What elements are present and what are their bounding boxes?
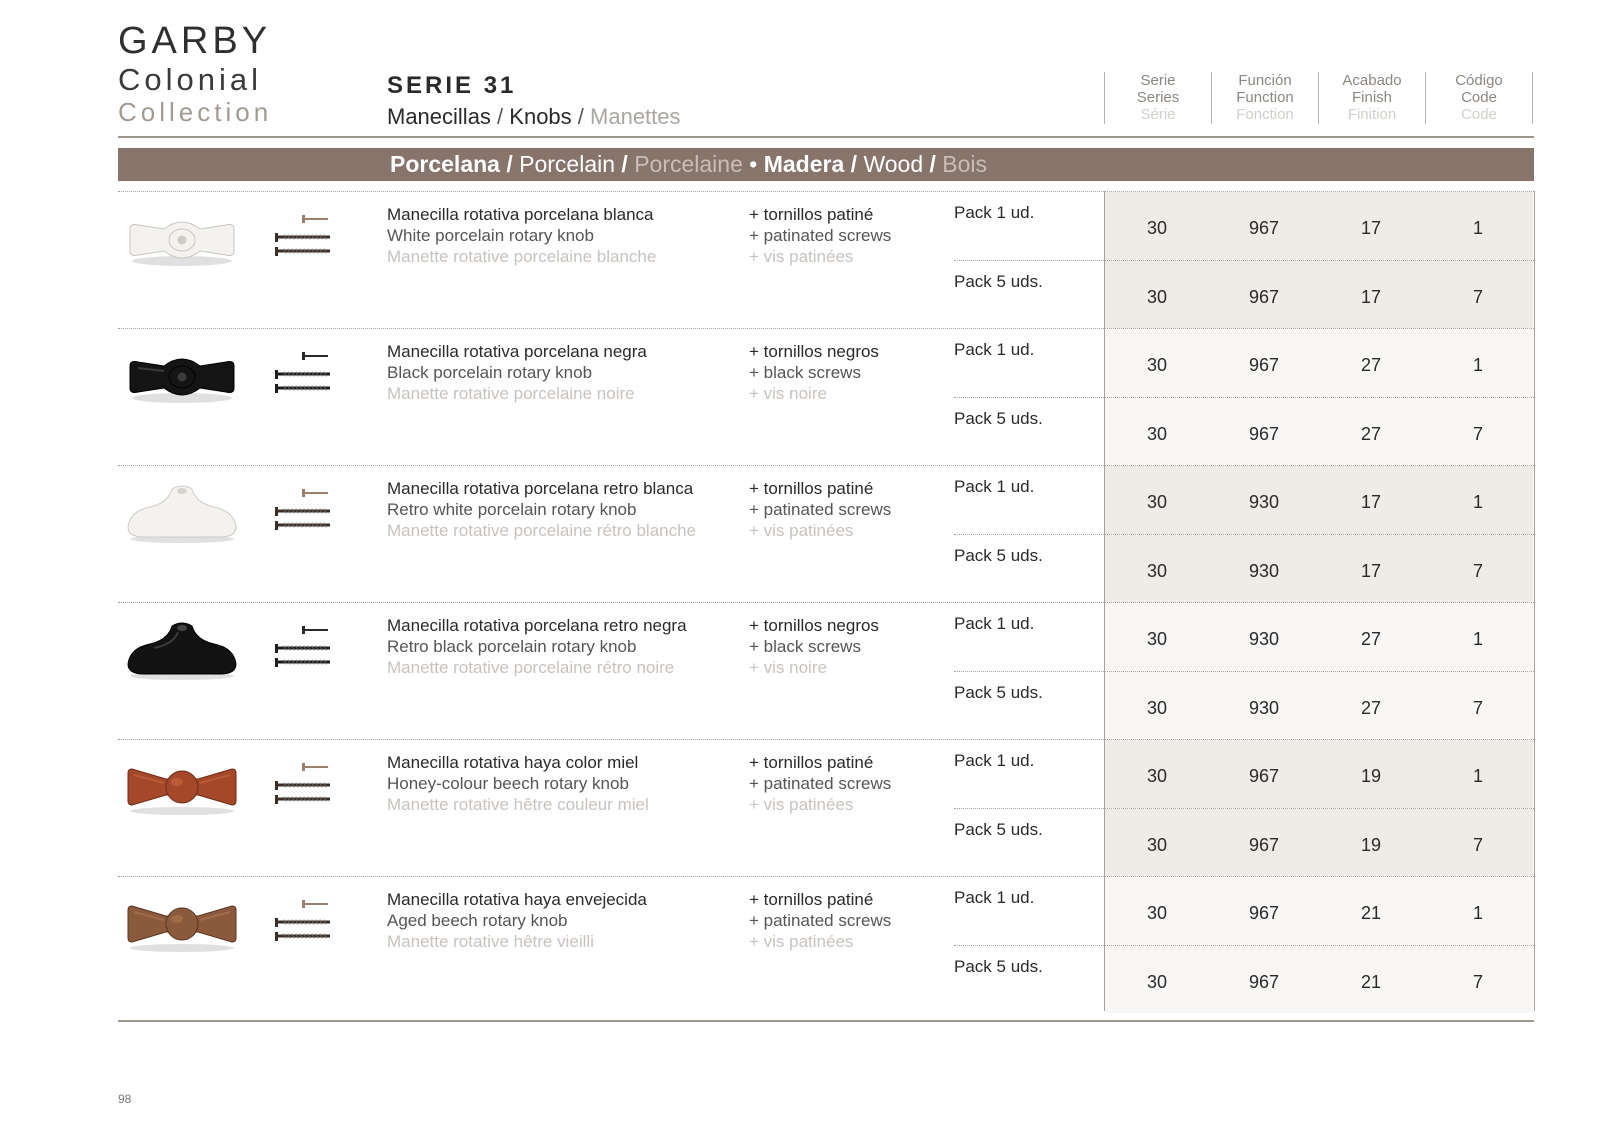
- screws-description-en: + patinated screws: [749, 226, 892, 245]
- band-porcelain-en: Porcelain: [519, 151, 616, 177]
- product-description-en: Aged beech rotary knob: [387, 911, 568, 930]
- code-codigo: 7: [1472, 286, 1483, 307]
- screws-description-en: + patinated screws: [749, 500, 892, 519]
- band-porcelain-fr: Porcelaine: [634, 151, 743, 177]
- screws-description-fr: + vis noire: [749, 658, 827, 677]
- code-codigo: 1: [1472, 492, 1483, 512]
- screws-description: [749, 889, 891, 952]
- column-header-codigo-en: Code: [1461, 89, 1497, 106]
- code-codigo: 7: [1472, 697, 1483, 718]
- code-acabado: 21: [1360, 971, 1382, 992]
- pack-label: Pack 1 ud.: [954, 340, 1035, 359]
- code-serie: 30: [1146, 766, 1168, 786]
- product-description-es: Manecilla rotativa haya color miel: [387, 753, 639, 772]
- code-serie: 30: [1146, 629, 1168, 649]
- bottom-rule: [118, 1020, 1534, 1022]
- screws-description-es: + tornillos patiné: [749, 205, 874, 224]
- column-header-funcion-es: Función: [1238, 72, 1292, 89]
- top-rule: [118, 136, 1534, 138]
- column-header-serie-es: Serie: [1140, 72, 1176, 89]
- product-description: [387, 341, 647, 404]
- column-header-serie: [1104, 72, 1211, 124]
- screws-image: [274, 761, 332, 811]
- product-description-es: Manecilla rotativa porcelana blanca: [387, 205, 654, 224]
- brand-line-2: Colonial: [118, 62, 263, 97]
- screws-description: [749, 752, 891, 815]
- product-description-es: Manecilla rotativa porcelana retro blanca: [387, 479, 694, 498]
- band-wood-fr: Bois: [942, 151, 988, 177]
- material-band: Porcelana / Porcelain / Porcelaine • Madera / Wood / Bois: [118, 148, 1534, 181]
- screws-description-fr: + vis noire: [749, 384, 827, 403]
- pack-label: Pack 5 uds.: [954, 545, 1043, 565]
- code-codigo: 1: [1472, 355, 1483, 375]
- column-header-serie-fr: Série: [1140, 106, 1176, 123]
- brand-logo: [118, 22, 272, 125]
- series-subtitle-fr: Manettes: [590, 104, 681, 129]
- code-codigo: 7: [1472, 560, 1483, 581]
- screws-description-en: + black screws: [749, 363, 861, 382]
- column-header-codigo-fr: Code: [1461, 106, 1497, 123]
- code-serie: 30: [1146, 560, 1168, 581]
- screws-description-fr: + vis patinées: [749, 521, 854, 540]
- pack-label: Pack 1 ud.: [954, 614, 1035, 633]
- screws-description-fr: + vis patinées: [749, 932, 854, 951]
- product-description-en: Retro white porcelain rotary knob: [387, 500, 637, 519]
- code-codigo: 1: [1472, 629, 1483, 649]
- code-codigo: 1: [1472, 766, 1483, 786]
- column-header-acabado-en: Finish: [1351, 89, 1392, 106]
- code-serie: 30: [1146, 971, 1168, 992]
- screws-description: [749, 341, 879, 404]
- series-header: [387, 72, 681, 130]
- code-codigo: 1: [1472, 218, 1483, 238]
- code-acabado: 19: [1360, 834, 1382, 855]
- screws-description-fr: + vis patinées: [749, 247, 854, 266]
- screws-image: [274, 624, 332, 674]
- product-description-es: Manecilla rotativa haya envejecida: [387, 890, 647, 909]
- screws-image: [274, 487, 332, 537]
- column-header-acabado-fr: Finition: [1347, 106, 1397, 123]
- pack-label: Pack 5 uds.: [954, 408, 1043, 428]
- pack-label: Pack 1 ud.: [954, 751, 1035, 770]
- band-wood-es: Madera: [763, 151, 845, 177]
- code-funcion: 967: [1248, 971, 1280, 992]
- pack-label: Pack 5 uds.: [954, 956, 1043, 976]
- product-description-fr: Manette rotative porcelaine noire: [387, 384, 635, 403]
- code-codigo: 7: [1472, 971, 1483, 992]
- code-acabado: 27: [1360, 355, 1382, 375]
- code-serie: 30: [1146, 286, 1168, 307]
- series-subtitle-en: Knobs: [509, 104, 572, 129]
- product-description-en: White porcelain rotary knob: [387, 226, 594, 245]
- product-description-es: Manecilla rotativa porcelana retro negra: [387, 616, 687, 635]
- product-description-fr: Manette rotative porcelaine rétro blanche: [387, 521, 697, 540]
- product-description-fr: Manette rotative porcelaine blanche: [387, 247, 657, 266]
- column-header-codigo: [1425, 72, 1533, 124]
- column-header-funcion-en: Function: [1236, 89, 1294, 106]
- code-funcion: 967: [1248, 218, 1280, 238]
- code-serie: 30: [1146, 355, 1168, 375]
- screws-image: [274, 213, 332, 263]
- band-wood-en: Wood: [863, 151, 924, 177]
- screws-description-es: + tornillos patiné: [749, 890, 874, 909]
- code-funcion: 930: [1248, 629, 1280, 649]
- code-acabado: 17: [1360, 492, 1382, 512]
- pack-label: Pack 5 uds.: [954, 819, 1043, 839]
- code-funcion: 967: [1248, 423, 1280, 444]
- knob-image: [124, 755, 240, 819]
- screws-description: [749, 615, 879, 678]
- screws-description-es: + tornillos patiné: [749, 479, 874, 498]
- band-porcelain-es: Porcelana: [390, 151, 500, 177]
- code-funcion: 967: [1248, 834, 1280, 855]
- series-title: SERIE 31: [387, 72, 517, 99]
- code-codigo: 1: [1472, 903, 1483, 923]
- pack-label: Pack 5 uds.: [954, 271, 1043, 291]
- code-acabado: 19: [1360, 766, 1382, 786]
- code-serie: 30: [1146, 423, 1168, 444]
- column-header-serie-en: Series: [1136, 89, 1180, 106]
- code-acabado: 17: [1360, 218, 1382, 238]
- column-header-acabado: [1318, 72, 1425, 124]
- product-description-fr: Manette rotative porcelaine rétro noire: [387, 658, 675, 677]
- knob-image: [124, 481, 240, 545]
- pack-label: Pack 1 ud.: [954, 888, 1035, 907]
- code-serie: 30: [1146, 834, 1168, 855]
- code-funcion: 930: [1248, 697, 1280, 718]
- product-description-en: Retro black porcelain rotary knob: [387, 637, 637, 656]
- pack-label: Pack 1 ud.: [954, 203, 1035, 222]
- code-acabado: 17: [1360, 286, 1382, 307]
- column-header-funcion-fr: Fonction: [1236, 106, 1294, 123]
- code-funcion: 930: [1248, 560, 1280, 581]
- code-serie: 30: [1146, 492, 1168, 512]
- screws-description-en: + patinated screws: [749, 774, 892, 793]
- code-funcion: 930: [1248, 492, 1280, 512]
- code-serie: 30: [1146, 697, 1168, 718]
- code-table-frame: [1104, 191, 1535, 1011]
- page-number: 98: [118, 1092, 132, 1106]
- knob-image: [124, 618, 240, 682]
- series-subtitle: Manecillas / Knobs / Manettes: [387, 104, 681, 129]
- code-funcion: 967: [1248, 286, 1280, 307]
- pack-label: Pack 5 uds.: [954, 682, 1043, 702]
- product-description: [387, 615, 687, 678]
- product-description-en: Honey-colour beech rotary knob: [387, 774, 629, 793]
- product-description-es: Manecilla rotativa porcelana negra: [387, 342, 647, 361]
- product-description-fr: Manette rotative hêtre couleur miel: [387, 795, 649, 814]
- code-acabado: 27: [1360, 629, 1382, 649]
- code-acabado: 27: [1360, 423, 1382, 444]
- code-funcion: 967: [1248, 766, 1280, 786]
- brand-line-3: Collection: [118, 97, 273, 127]
- code-acabado: 27: [1360, 697, 1382, 718]
- code-serie: 30: [1146, 903, 1168, 923]
- screws-description-en: + black screws: [749, 637, 861, 656]
- column-header-funcion: [1211, 72, 1318, 124]
- band-bullet: •: [749, 151, 758, 177]
- column-header-codigo-es: Código: [1455, 72, 1503, 89]
- screws-description-es: + tornillos negros: [749, 342, 879, 361]
- screws-description-es: + tornillos negros: [749, 616, 879, 635]
- knob-image: [124, 207, 240, 271]
- screws-description-es: + tornillos patiné: [749, 753, 874, 772]
- knob-image: [124, 892, 240, 956]
- code-codigo: 7: [1472, 834, 1483, 855]
- screws-description: [749, 478, 891, 541]
- screws-description: [749, 204, 891, 267]
- code-acabado: 17: [1360, 560, 1382, 581]
- screws-image: [274, 898, 332, 948]
- product-description: [387, 752, 649, 815]
- product-description: [387, 478, 696, 541]
- product-description: [387, 204, 656, 267]
- series-subtitle-es: Manecillas: [387, 104, 491, 129]
- knob-image: [124, 344, 240, 408]
- code-funcion: 967: [1248, 355, 1280, 375]
- screws-description-en: + patinated screws: [749, 911, 892, 930]
- screws-image: [274, 350, 332, 400]
- product-description-fr: Manette rotative hêtre vieilli: [387, 932, 594, 951]
- code-serie: 30: [1146, 218, 1168, 238]
- screws-description-fr: + vis patinées: [749, 795, 854, 814]
- column-header-acabado-es: Acabado: [1342, 72, 1402, 89]
- code-funcion: 967: [1248, 903, 1280, 923]
- code-codigo: 7: [1472, 423, 1483, 444]
- product-description: [387, 889, 647, 952]
- product-description-en: Black porcelain rotary knob: [387, 363, 593, 382]
- pack-label: Pack 1 ud.: [954, 477, 1035, 496]
- brand-line-1: GARBY: [118, 20, 272, 62]
- code-acabado: 21: [1360, 903, 1382, 923]
